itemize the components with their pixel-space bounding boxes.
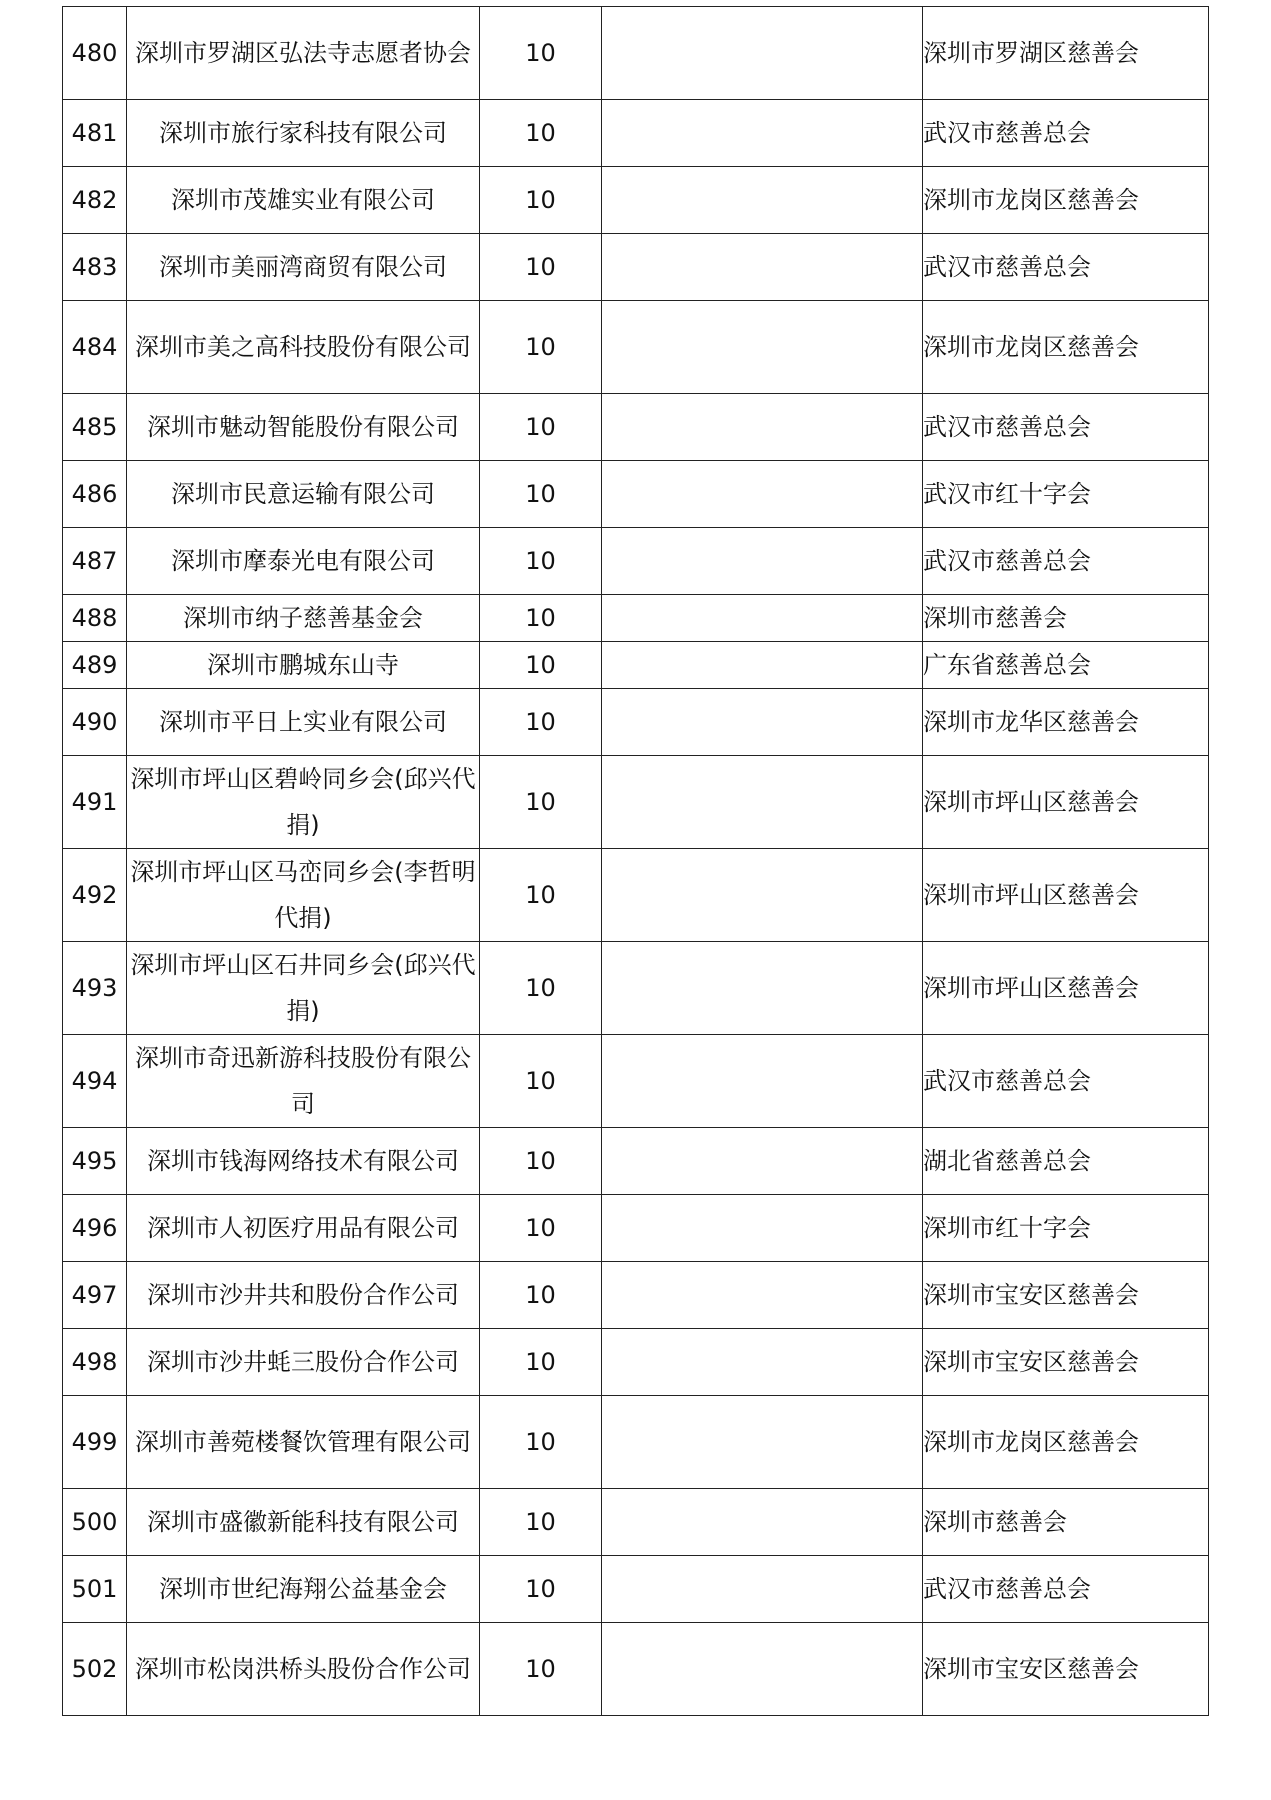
donation-note bbox=[602, 849, 923, 942]
donation-note bbox=[602, 756, 923, 849]
donation-amount: 10 bbox=[480, 1623, 602, 1716]
row-number: 499 bbox=[63, 1396, 127, 1489]
row-number: 500 bbox=[63, 1489, 127, 1556]
donation-note bbox=[602, 1623, 923, 1716]
donation-note bbox=[602, 1489, 923, 1556]
receiving-organization: 深圳市罗湖区慈善会 bbox=[923, 7, 1209, 100]
donation-note bbox=[602, 234, 923, 301]
receiving-organization: 武汉市慈善总会 bbox=[923, 1035, 1209, 1128]
row-number: 484 bbox=[63, 301, 127, 394]
receiving-organization: 深圳市坪山区慈善会 bbox=[923, 849, 1209, 942]
donation-amount: 10 bbox=[480, 849, 602, 942]
donation-note bbox=[602, 1195, 923, 1262]
table-row bbox=[63, 167, 1209, 234]
receiving-organization: 广东省慈善总会 bbox=[923, 642, 1209, 689]
row-number: 491 bbox=[63, 756, 127, 849]
donation-amount: 10 bbox=[480, 642, 602, 689]
row-number: 493 bbox=[63, 942, 127, 1035]
donation-amount: 10 bbox=[480, 301, 602, 394]
donation-note bbox=[602, 301, 923, 394]
donor-name: 深圳市钱海网络技术有限公司 bbox=[127, 1128, 480, 1195]
donation-amount: 10 bbox=[480, 1262, 602, 1329]
receiving-organization: 深圳市龙岗区慈善会 bbox=[923, 1396, 1209, 1489]
donation-amount: 10 bbox=[480, 942, 602, 1035]
donation-amount: 10 bbox=[480, 595, 602, 642]
donation-note bbox=[602, 1329, 923, 1396]
row-number: 490 bbox=[63, 689, 127, 756]
donor-name: 深圳市盛徽新能科技有限公司 bbox=[127, 1489, 480, 1556]
donation-amount: 10 bbox=[480, 167, 602, 234]
row-number: 501 bbox=[63, 1556, 127, 1623]
table-row bbox=[63, 1128, 1209, 1195]
receiving-organization: 深圳市慈善会 bbox=[923, 595, 1209, 642]
donor-name: 深圳市民意运输有限公司 bbox=[127, 461, 480, 528]
donation-amount: 10 bbox=[480, 756, 602, 849]
row-number: 494 bbox=[63, 1035, 127, 1128]
donation-note bbox=[602, 167, 923, 234]
donation-amount: 10 bbox=[480, 1489, 602, 1556]
table-row bbox=[63, 234, 1209, 301]
donation-note bbox=[602, 461, 923, 528]
table-row bbox=[63, 756, 1209, 849]
donor-name: 深圳市坪山区碧岭同乡会(邱兴代捐) bbox=[127, 756, 480, 849]
donor-name: 深圳市善菀楼餐饮管理有限公司 bbox=[127, 1396, 480, 1489]
donor-name: 深圳市旅行家科技有限公司 bbox=[127, 100, 480, 167]
donor-name: 深圳市纳子慈善基金会 bbox=[127, 595, 480, 642]
receiving-organization: 深圳市宝安区慈善会 bbox=[923, 1623, 1209, 1716]
donor-name: 深圳市沙井蚝三股份合作公司 bbox=[127, 1329, 480, 1396]
donation-amount: 10 bbox=[480, 528, 602, 595]
table-row bbox=[63, 1329, 1209, 1396]
donation-table-body bbox=[63, 7, 1209, 1716]
receiving-organization: 深圳市宝安区慈善会 bbox=[923, 1262, 1209, 1329]
donor-name: 深圳市松岗洪桥头股份合作公司 bbox=[127, 1623, 480, 1716]
receiving-organization: 深圳市龙岗区慈善会 bbox=[923, 301, 1209, 394]
table-row bbox=[63, 528, 1209, 595]
receiving-organization: 深圳市坪山区慈善会 bbox=[923, 756, 1209, 849]
donor-name: 深圳市沙井共和股份合作公司 bbox=[127, 1262, 480, 1329]
receiving-organization: 深圳市龙岗区慈善会 bbox=[923, 167, 1209, 234]
row-number: 482 bbox=[63, 167, 127, 234]
donor-name: 深圳市魅动智能股份有限公司 bbox=[127, 394, 480, 461]
donation-note bbox=[602, 642, 923, 689]
donor-name: 深圳市人初医疗用品有限公司 bbox=[127, 1195, 480, 1262]
donation-note bbox=[602, 394, 923, 461]
table-row bbox=[63, 595, 1209, 642]
table-row bbox=[63, 1396, 1209, 1489]
row-number: 486 bbox=[63, 461, 127, 528]
donation-amount: 10 bbox=[480, 1035, 602, 1128]
donor-name: 深圳市美丽湾商贸有限公司 bbox=[127, 234, 480, 301]
donation-amount: 10 bbox=[480, 1195, 602, 1262]
receiving-organization: 武汉市慈善总会 bbox=[923, 394, 1209, 461]
receiving-organization: 武汉市红十字会 bbox=[923, 461, 1209, 528]
donation-note bbox=[602, 7, 923, 100]
table-row bbox=[63, 1489, 1209, 1556]
donation-amount: 10 bbox=[480, 1128, 602, 1195]
donation-note bbox=[602, 1556, 923, 1623]
table-row bbox=[63, 689, 1209, 756]
receiving-organization: 深圳市红十字会 bbox=[923, 1195, 1209, 1262]
table-row bbox=[63, 394, 1209, 461]
table-row bbox=[63, 461, 1209, 528]
donation-amount: 10 bbox=[480, 461, 602, 528]
row-number: 489 bbox=[63, 642, 127, 689]
donation-note bbox=[602, 1262, 923, 1329]
donation-table bbox=[62, 6, 1209, 1716]
donor-name: 深圳市美之高科技股份有限公司 bbox=[127, 301, 480, 394]
receiving-organization: 深圳市慈善会 bbox=[923, 1489, 1209, 1556]
table-row bbox=[63, 1262, 1209, 1329]
donor-name: 深圳市坪山区石井同乡会(邱兴代捐) bbox=[127, 942, 480, 1035]
donation-note bbox=[602, 1128, 923, 1195]
donation-note bbox=[602, 689, 923, 756]
table-row bbox=[63, 100, 1209, 167]
table-row bbox=[63, 1556, 1209, 1623]
table-row bbox=[63, 7, 1209, 100]
donation-amount: 10 bbox=[480, 1329, 602, 1396]
row-number: 480 bbox=[63, 7, 127, 100]
table-row bbox=[63, 1035, 1209, 1128]
receiving-organization: 武汉市慈善总会 bbox=[923, 1556, 1209, 1623]
row-number: 492 bbox=[63, 849, 127, 942]
donation-amount: 10 bbox=[480, 234, 602, 301]
row-number: 498 bbox=[63, 1329, 127, 1396]
donation-note bbox=[602, 1035, 923, 1128]
donation-note bbox=[602, 942, 923, 1035]
donor-name: 深圳市摩泰光电有限公司 bbox=[127, 528, 480, 595]
table-row bbox=[63, 1623, 1209, 1716]
donation-amount: 10 bbox=[480, 100, 602, 167]
donation-amount: 10 bbox=[480, 1556, 602, 1623]
donation-note bbox=[602, 528, 923, 595]
donation-amount: 10 bbox=[480, 1396, 602, 1489]
donation-note bbox=[602, 1396, 923, 1489]
row-number: 496 bbox=[63, 1195, 127, 1262]
donor-name: 深圳市奇迅新游科技股份有限公司 bbox=[127, 1035, 480, 1128]
receiving-organization: 武汉市慈善总会 bbox=[923, 234, 1209, 301]
row-number: 487 bbox=[63, 528, 127, 595]
donor-name: 深圳市罗湖区弘法寺志愿者协会 bbox=[127, 7, 480, 100]
donor-name: 深圳市平日上实业有限公司 bbox=[127, 689, 480, 756]
row-number: 502 bbox=[63, 1623, 127, 1716]
receiving-organization: 深圳市坪山区慈善会 bbox=[923, 942, 1209, 1035]
donation-amount: 10 bbox=[480, 394, 602, 461]
row-number: 485 bbox=[63, 394, 127, 461]
receiving-organization: 武汉市慈善总会 bbox=[923, 100, 1209, 167]
row-number: 481 bbox=[63, 100, 127, 167]
donor-name: 深圳市茂雄实业有限公司 bbox=[127, 167, 480, 234]
table-row bbox=[63, 942, 1209, 1035]
receiving-organization: 深圳市宝安区慈善会 bbox=[923, 1329, 1209, 1396]
donor-name: 深圳市坪山区马峦同乡会(李哲明代捐) bbox=[127, 849, 480, 942]
row-number: 488 bbox=[63, 595, 127, 642]
table-row bbox=[63, 642, 1209, 689]
row-number: 483 bbox=[63, 234, 127, 301]
donation-note bbox=[602, 595, 923, 642]
receiving-organization: 深圳市龙华区慈善会 bbox=[923, 689, 1209, 756]
donation-amount: 10 bbox=[480, 689, 602, 756]
table-row bbox=[63, 301, 1209, 394]
row-number: 497 bbox=[63, 1262, 127, 1329]
donation-amount: 10 bbox=[480, 7, 602, 100]
donor-name: 深圳市世纪海翔公益基金会 bbox=[127, 1556, 480, 1623]
table-row bbox=[63, 1195, 1209, 1262]
receiving-organization: 武汉市慈善总会 bbox=[923, 528, 1209, 595]
donor-name: 深圳市鹏城东山寺 bbox=[127, 642, 480, 689]
table-row bbox=[63, 849, 1209, 942]
receiving-organization: 湖北省慈善总会 bbox=[923, 1128, 1209, 1195]
donation-note bbox=[602, 100, 923, 167]
row-number: 495 bbox=[63, 1128, 127, 1195]
